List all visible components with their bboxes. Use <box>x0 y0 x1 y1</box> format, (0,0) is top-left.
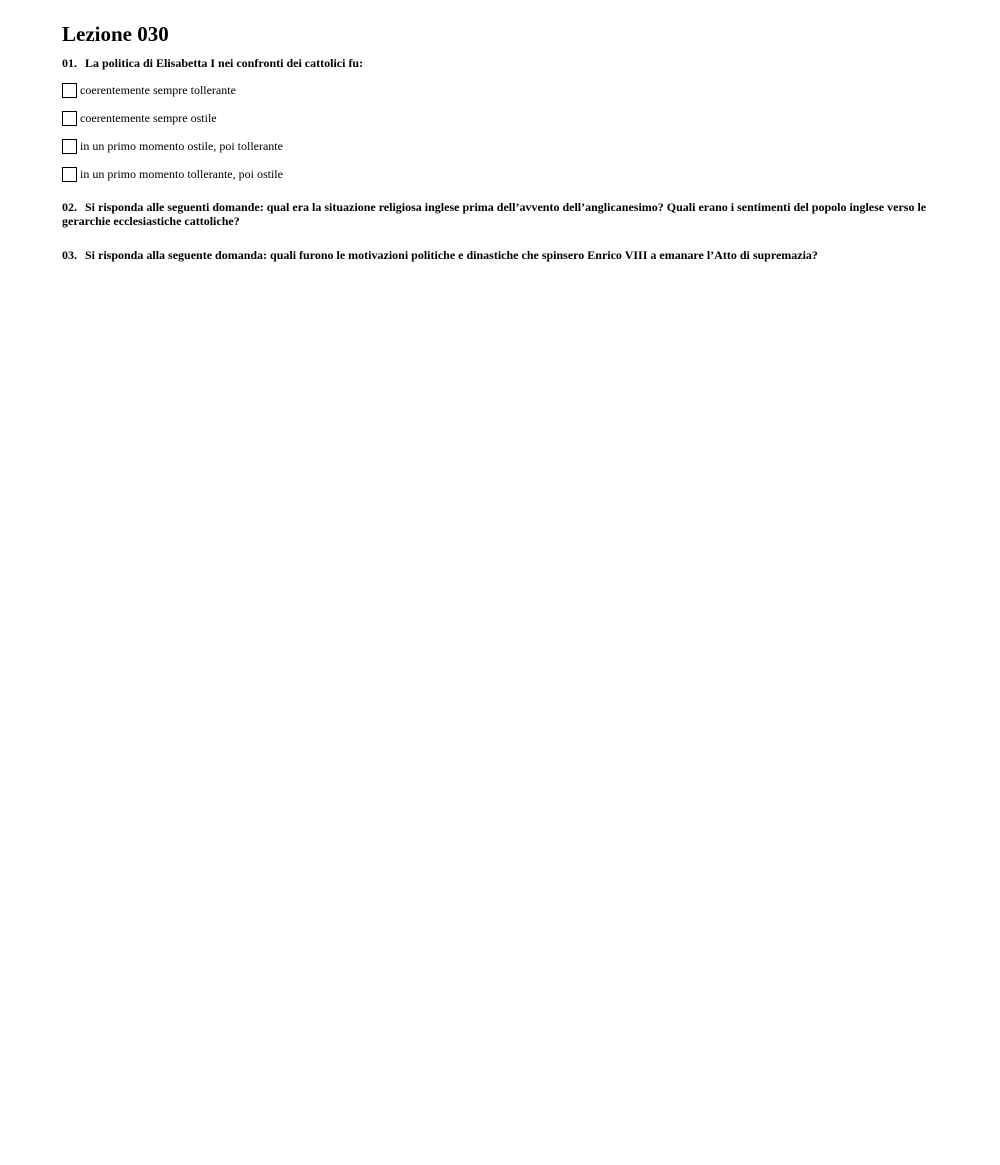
answer-option-label: in un primo momento tollerante, poi ostile <box>80 166 283 181</box>
answer-option[interactable] <box>62 166 1000 182</box>
question-number: 02. <box>62 200 77 214</box>
question-text: Si risponda alla seguente domanda: quali furono le motivazioni politiche e dinastiche che spinsero Enrico VIII a emanare l’Atto di supremazia? <box>85 248 818 262</box>
question-number: 01. <box>62 56 77 70</box>
answer-option-label: in un primo momento ostile, poi tollerante <box>80 138 283 153</box>
answer-option-label: coerentemente sempre ostile <box>80 110 217 125</box>
answer-option[interactable] <box>62 138 1000 154</box>
checkbox[interactable] <box>62 83 77 98</box>
checkbox[interactable] <box>62 111 77 126</box>
checkbox[interactable] <box>62 139 77 154</box>
answer-option[interactable] <box>62 82 1000 98</box>
question-text: La politica di Elisabetta I nei confronti dei cattolici fu: <box>85 56 364 70</box>
checkbox[interactable] <box>62 167 77 182</box>
question-number: 03. <box>62 248 77 262</box>
question-01 <box>62 56 934 70</box>
question-03 <box>62 248 934 262</box>
answer-option[interactable] <box>62 110 1000 126</box>
page-title: Lezione 030 <box>62 22 169 46</box>
answer-options <box>62 82 1000 182</box>
answer-option-label: coerentemente sempre tollerante <box>80 82 236 97</box>
question-02 <box>62 200 934 228</box>
question-text: Si risponda alle seguenti domande: qual era la situazione religiosa inglese prima dell’avvento dell’anglicanesimo? Quali erano i sentimenti del popolo inglese verso le gerarchie ecclesiastiche cattoliche? <box>62 200 927 228</box>
